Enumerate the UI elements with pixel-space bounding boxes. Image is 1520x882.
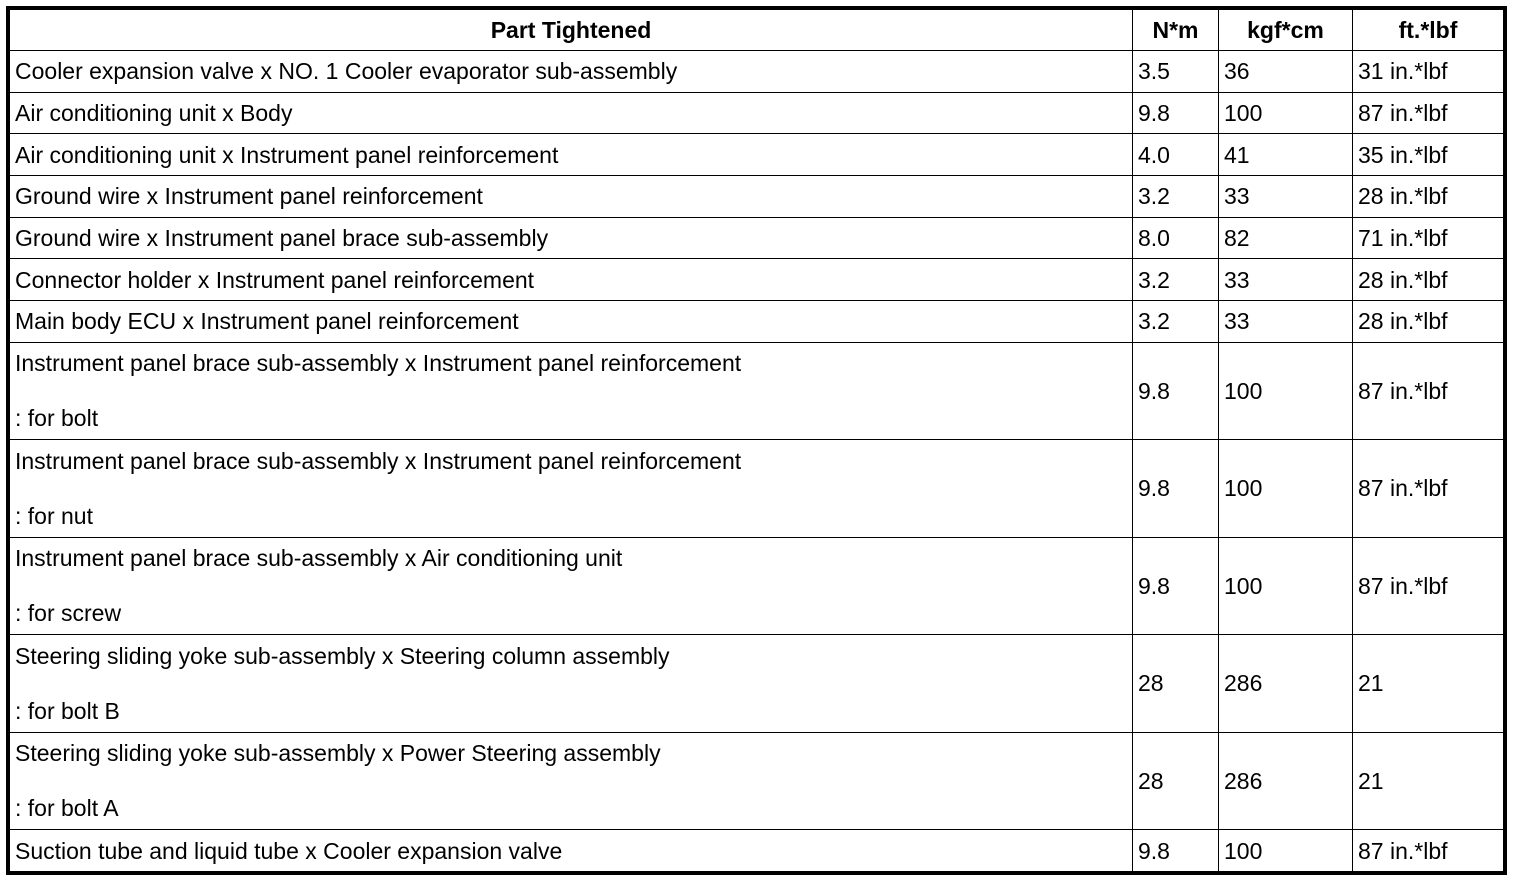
part-cell xyxy=(10,830,1133,872)
ft-lbf-cell: 31 in.*lbf xyxy=(1353,51,1504,93)
part-name: Instrument panel brace sub-assembly x Instrument panel reinforcement xyxy=(15,350,742,377)
ft-lbf-cell: 71 in.*lbf xyxy=(1353,217,1504,259)
nm-cell: 9.8 xyxy=(1133,830,1219,872)
part-name: Cooler expansion valve x NO. 1 Cooler evaporator sub-assembly xyxy=(15,58,678,85)
part-name: Ground wire x Instrument panel brace sub-assembly xyxy=(15,224,549,251)
fastener-note: : for bolt B xyxy=(15,697,120,724)
kgf-cell: 100 xyxy=(1219,830,1353,872)
ft-lbf-cell: 28 in.*lbf xyxy=(1353,175,1504,217)
part-name: Air conditioning unit x Body xyxy=(15,99,293,126)
part-name: Steering sliding yoke sub-assembly x Power Steering assembly xyxy=(15,740,661,767)
table-row xyxy=(10,300,1504,342)
part-cell xyxy=(10,440,1133,538)
table-row xyxy=(10,175,1504,217)
header-newton-meter: N*m xyxy=(1133,10,1219,51)
part-cell xyxy=(10,217,1133,259)
fastener-note: : for screw xyxy=(15,600,122,627)
table-row xyxy=(10,259,1504,301)
ft-lbf-cell: 87 in.*lbf xyxy=(1353,92,1504,134)
part-cell xyxy=(10,51,1133,93)
kgf-cell: 286 xyxy=(1219,732,1353,830)
kgf-cell: 100 xyxy=(1219,342,1353,440)
torque-specification-table-frame xyxy=(6,6,1507,875)
ft-lbf-cell: 28 in.*lbf xyxy=(1353,300,1504,342)
nm-cell: 4.0 xyxy=(1133,134,1219,176)
table-row xyxy=(10,51,1504,93)
nm-cell: 9.8 xyxy=(1133,440,1219,538)
nm-cell: 28 xyxy=(1133,635,1219,733)
kgf-cell: 100 xyxy=(1219,537,1353,635)
ft-lbf-cell: 28 in.*lbf xyxy=(1353,259,1504,301)
header-kgf-cm: kgf*cm xyxy=(1219,10,1353,51)
ft-lbf-cell: 21 xyxy=(1353,732,1504,830)
part-name: Ground wire x Instrument panel reinforcement xyxy=(15,183,483,210)
nm-cell: 3.5 xyxy=(1133,51,1219,93)
part-name: Instrument panel brace sub-assembly x Air conditioning unit xyxy=(15,545,623,572)
kgf-cell: 33 xyxy=(1219,175,1353,217)
part-cell xyxy=(10,134,1133,176)
torque-specification-table xyxy=(9,9,1504,872)
table-row xyxy=(10,830,1504,872)
table-row xyxy=(10,537,1504,635)
ft-lbf-cell: 87 in.*lbf xyxy=(1353,537,1504,635)
nm-cell: 8.0 xyxy=(1133,217,1219,259)
ft-lbf-cell: 87 in.*lbf xyxy=(1353,440,1504,538)
part-name: Steering sliding yoke sub-assembly x Steering column assembly xyxy=(15,642,670,669)
ft-lbf-cell: 21 xyxy=(1353,635,1504,733)
table-row xyxy=(10,635,1504,733)
part-cell xyxy=(10,259,1133,301)
part-name: Air conditioning unit x Instrument panel reinforcement xyxy=(15,141,559,168)
table-row xyxy=(10,342,1504,440)
part-name: Main body ECU x Instrument panel reinforcement xyxy=(15,308,519,335)
nm-cell: 9.8 xyxy=(1133,537,1219,635)
table-row xyxy=(10,92,1504,134)
kgf-cell: 33 xyxy=(1219,300,1353,342)
kgf-cell: 100 xyxy=(1219,440,1353,538)
ft-lbf-cell: 87 in.*lbf xyxy=(1353,342,1504,440)
kgf-cell: 33 xyxy=(1219,259,1353,301)
table-row xyxy=(10,440,1504,538)
nm-cell: 9.8 xyxy=(1133,342,1219,440)
fastener-note: : for bolt A xyxy=(15,795,119,822)
table-header-row xyxy=(10,10,1504,51)
table-body xyxy=(10,51,1504,872)
ft-lbf-cell: 87 in.*lbf xyxy=(1353,830,1504,872)
part-cell xyxy=(10,300,1133,342)
part-cell xyxy=(10,342,1133,440)
part-cell xyxy=(10,92,1133,134)
kgf-cell: 286 xyxy=(1219,635,1353,733)
nm-cell: 28 xyxy=(1133,732,1219,830)
table-row xyxy=(10,134,1504,176)
part-name: Instrument panel brace sub-assembly x Instrument panel reinforcement xyxy=(15,447,742,474)
fastener-note: : for nut xyxy=(15,502,93,529)
header-ft-lbf: ft.*lbf xyxy=(1353,10,1504,51)
kgf-cell: 41 xyxy=(1219,134,1353,176)
ft-lbf-cell: 35 in.*lbf xyxy=(1353,134,1504,176)
part-cell xyxy=(10,537,1133,635)
table-row xyxy=(10,732,1504,830)
nm-cell: 3.2 xyxy=(1133,175,1219,217)
part-name: Connector holder x Instrument panel reinforcement xyxy=(15,266,535,293)
part-cell xyxy=(10,732,1133,830)
kgf-cell: 82 xyxy=(1219,217,1353,259)
nm-cell: 3.2 xyxy=(1133,300,1219,342)
nm-cell: 3.2 xyxy=(1133,259,1219,301)
nm-cell: 9.8 xyxy=(1133,92,1219,134)
table-row xyxy=(10,217,1504,259)
kgf-cell: 100 xyxy=(1219,92,1353,134)
part-cell xyxy=(10,175,1133,217)
header-part-tightened: Part Tightened xyxy=(10,10,1133,51)
kgf-cell: 36 xyxy=(1219,51,1353,93)
fastener-note: : for bolt xyxy=(15,405,99,432)
part-cell xyxy=(10,635,1133,733)
part-name: Suction tube and liquid tube x Cooler expansion valve xyxy=(15,837,563,864)
